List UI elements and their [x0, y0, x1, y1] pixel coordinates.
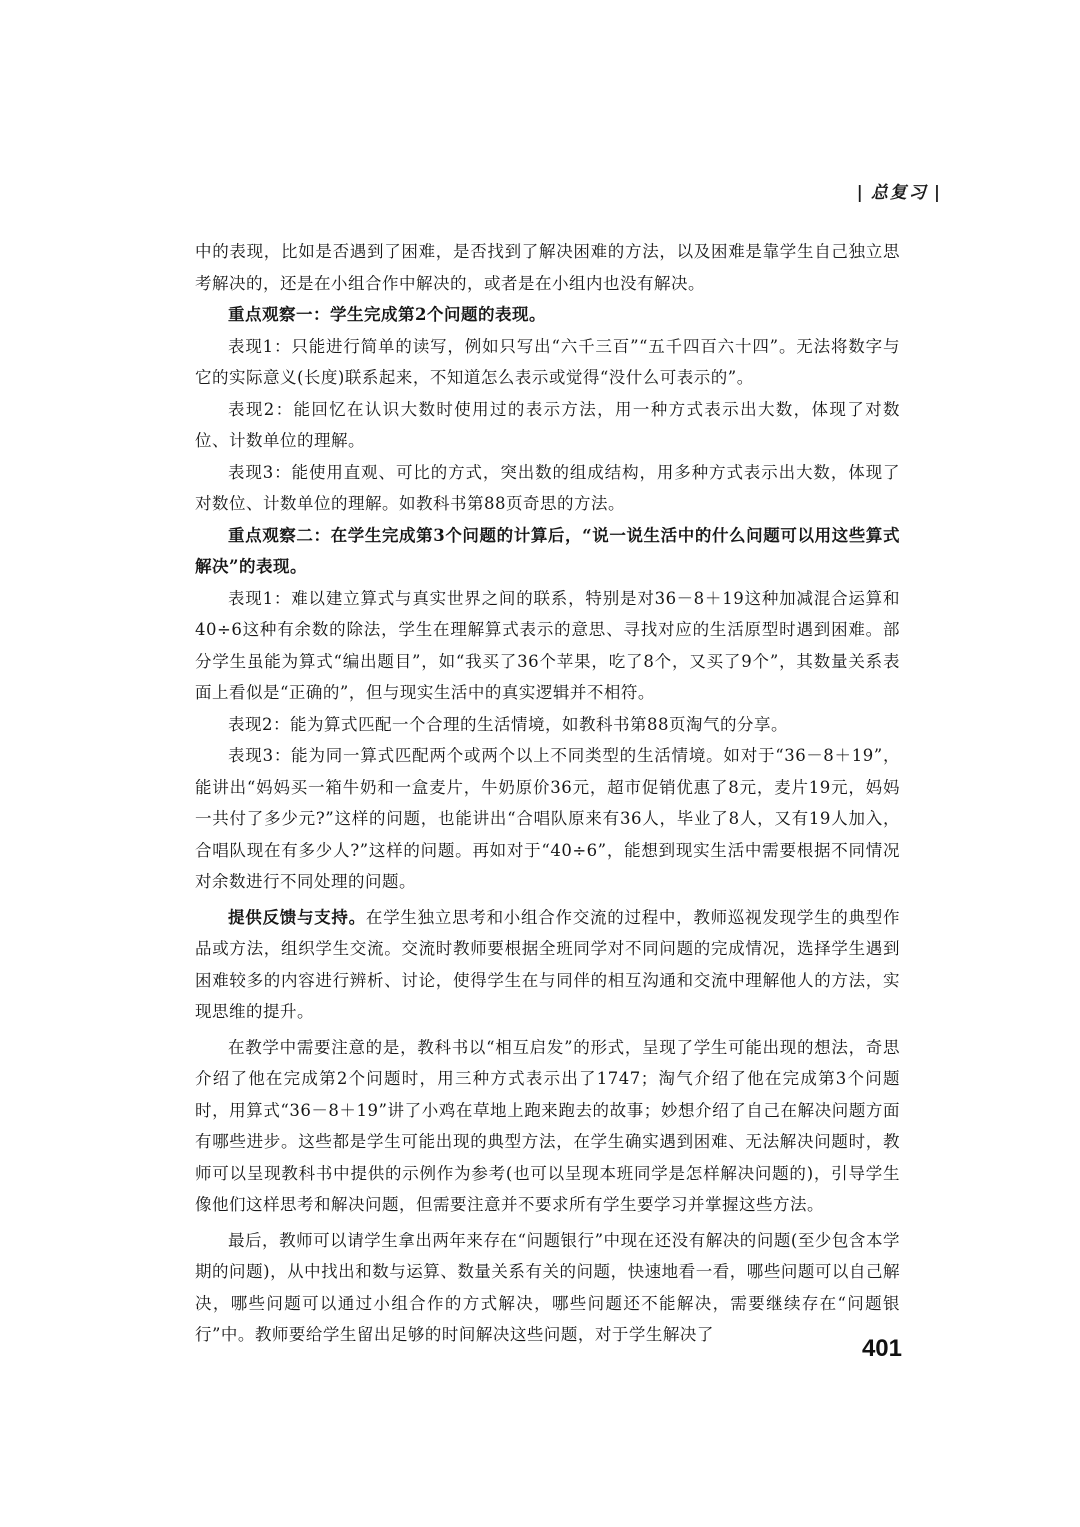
feedback-heading: 提供反馈与支持。	[228, 907, 366, 927]
paragraph-performance-2c: 表现3：能为同一算式匹配两个或两个以上不同类型的生活情境。如对于“36－8＋19”，能讲出“妈妈买一箱牛奶和一盒麦片，牛奶原价36元，超市促销优惠了8元，麦片19元，妈妈一共付了多少元?”这样的问题，也能讲出“合唱队原来有36人，毕业了8人，又有19人加入，合唱队现在有多少人?”这样的问题。再如对于“40÷6”，能想到现实生活中需要根据不同情况对余数进行不同处理的问题。	[195, 746, 900, 891]
paragraph-teaching-note: 在教学中需要注意的是，教科书以“相互启发”的形式，呈现了学生可能出现的想法，奇思介绍了他在完成第2个问题时，用三种方式表示出了1747；淘气介绍了他在完成第3个问题时，用算式“36－8＋19”讲了小鸡在草地上跑来跑去的故事；妙想介绍了自己在解决问题方面有哪些进步。这些都是学生可能出现的典型方法，在学生确实遇到困难、无法解决问题时，教师可以呈现教科书中提供的示例作为参考(也可以呈现本班同学是怎样解决问题的)，引导学生像他们这样思考和解决问题，但需要注意并不要求所有学生要学习并掌握这些方法。	[195, 1037, 900, 1214]
feedback-text: 在学生独立思考和小组合作交流的过程中，教师巡视发现学生的典型作品或方法，组织学生交流。交流时教师要根据全班同学对不同问题的完成情况，选择学生遇到困难较多的内容进行辨析、讨论，使得学生在与同伴的相互沟通和交流中理解他人的方法，实现思维的提升。	[195, 907, 901, 1021]
observation-heading-2: 重点观察二：在学生完成第3个问题的计算后，“说一说生活中的什么问题可以用这些算式解决”的表现。	[195, 525, 900, 576]
page-number: 401	[861, 1335, 902, 1362]
header-right-bar: |	[933, 183, 942, 203]
paragraph-performance-2b: 表现2：能为算式匹配一个合理的生活情境，如教科书第88页淘气的分享。	[228, 714, 788, 734]
paragraph-performance-1c: 表现3：能使用直观、可比的方式，突出数的组成结构，用多种方式表示出大数，体现了对数位、计数单位的理解。如教科书第88页奇思的方法。	[195, 462, 900, 513]
page-body	[195, 236, 900, 1351]
running-header	[851, 178, 948, 203]
observation-heading-1: 重点观察一：学生完成第2个问题的表现。	[228, 305, 546, 324]
header-left-bar: |	[856, 183, 865, 203]
paragraph-continuation: 中的表现，比如是否遇到了困难，是否找到了解决困难的方法，以及困难是靠学生自己独立思考解决的，还是在小组合作中解决的，或者是在小组内也没有解决。	[195, 242, 900, 293]
paragraph-conclusion: 最后，教师可以请学生拿出两年来存在“问题银行”中现在还没有解决的问题(至少包含本学期的问题)，从中找出和数与运算、数量关系有关的问题，快速地看一看，哪些问题可以自己解决，哪些问题可以通过小组合作的方式解决，哪些问题还不能解决，需要继续存在“问题银行”中。教师要给学生留出足够的时间解决这些问题，对于学生解决了	[195, 1230, 900, 1344]
paragraph-feedback	[195, 902, 900, 1028]
paragraph-performance-1b: 表现2：能回忆在认识大数时使用过的表示方法，用一种方式表示出大数，体现了对数位、计数单位的理解。	[195, 399, 900, 450]
paragraph-performance-2a: 表现1：难以建立算式与真实世界之间的联系，特别是对36－8＋19这种加减混合运算和40÷6这种有余数的除法，学生在理解算式表示的意思、寻找对应的生活原型时遇到困难。部分学生虽能为算式“编出题目”，如“我买了36个苹果，吃了8个，又买了9个”，其数量关系表面上看似是“正确的”，但与现实生活中的真实逻辑并不相符。	[195, 588, 900, 702]
paragraph-performance-1a: 表现1：只能进行简单的读写，例如只写出“六千三百”“五千四百六十四”。无法将数字与它的实际意义(长度)联系起来，不知道怎么表示或觉得“没什么可表示的”。	[195, 336, 900, 387]
header-title: 总复习	[870, 183, 928, 203]
